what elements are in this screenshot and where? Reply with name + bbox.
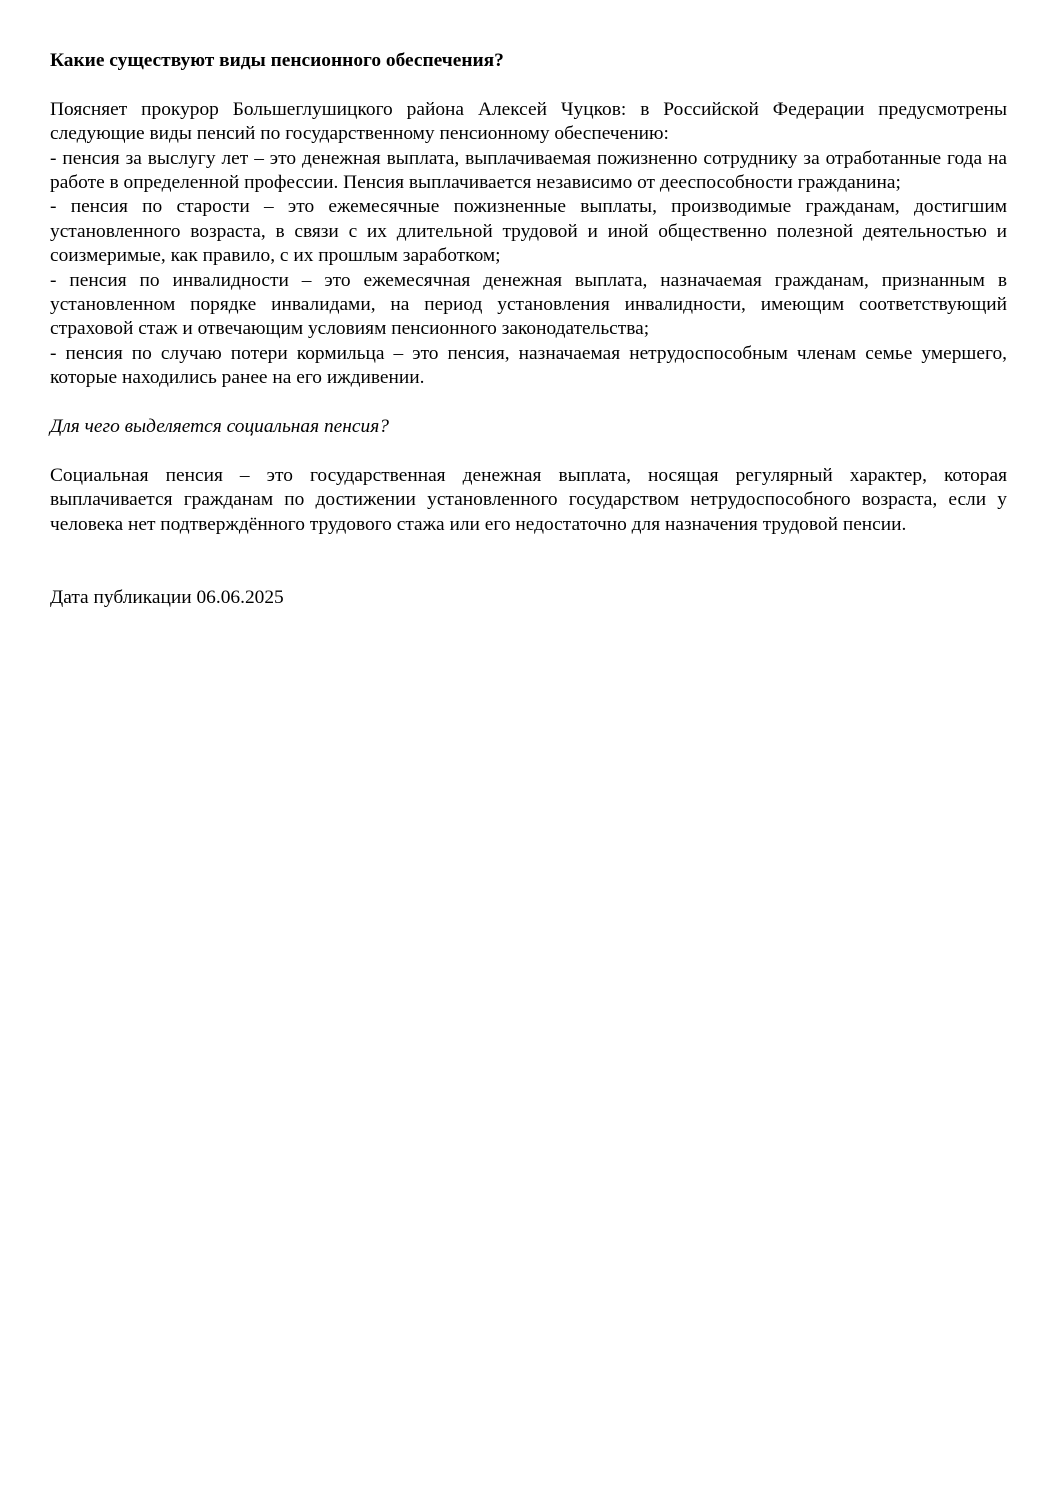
spacer (50, 439, 1007, 463)
pension-type-item: - пенсия по случаю потери кормильца – это пенсия, назначаемая нетрудоспособным членам семье умершего, которые находились ранее на его иждивении. (50, 342, 1007, 389)
spacer (50, 391, 1007, 415)
document-title: Какие существуют виды пенсионного обеспечения? (50, 50, 504, 71)
spacer (50, 537, 1007, 586)
publication-date: Дата публикации 06.06.2025 (50, 586, 284, 608)
social-pension-paragraph: Социальная пенсия – это государственная денежная выплата, носящая регулярный характер, которая выплачивается гражданам по достижении установленного государством нетрудоспособного возраста, если у человека нет подтверждённого трудового стажа или его недостаточно для назначения трудовой пенсии. (50, 464, 1007, 535)
document-body (50, 49, 1007, 610)
pension-type-item: - пенсия по старости – это ежемесячные пожизненные выплаты, производимые гражданам, достигшим установленного возраста, в связи с их длительной трудовой и иной общественно полезной деятельностью и соизмеримые, как правило, с их прошлым заработком; (50, 196, 1007, 267)
pension-type-item: - пенсия за выслугу лет – это денежная выплата, выплачиваемая пожизненно сотруднику за отработанные года на работе в определенной профессии. Пенсия выплачивается независимо от дееспособности гражданина; (50, 147, 1007, 194)
section-subheading: Для чего выделяется социальная пенсия? (50, 416, 389, 438)
intro-paragraph: Поясняет прокурор Большеглушицкого района Алексей Чуцков: в Российской Федерации предусмотрены следующие виды пенсий по государственному пенсионному обеспечению: (50, 98, 1007, 145)
pension-type-item: - пенсия по инвалидности – это ежемесячная денежная выплата, назначаемая гражданам, признанным в установленном порядке инвалидами, на период установления инвалидности, имеющим соответствующий страховой стаж и отвечающим условиям пенсионного законодательства; (50, 269, 1007, 340)
